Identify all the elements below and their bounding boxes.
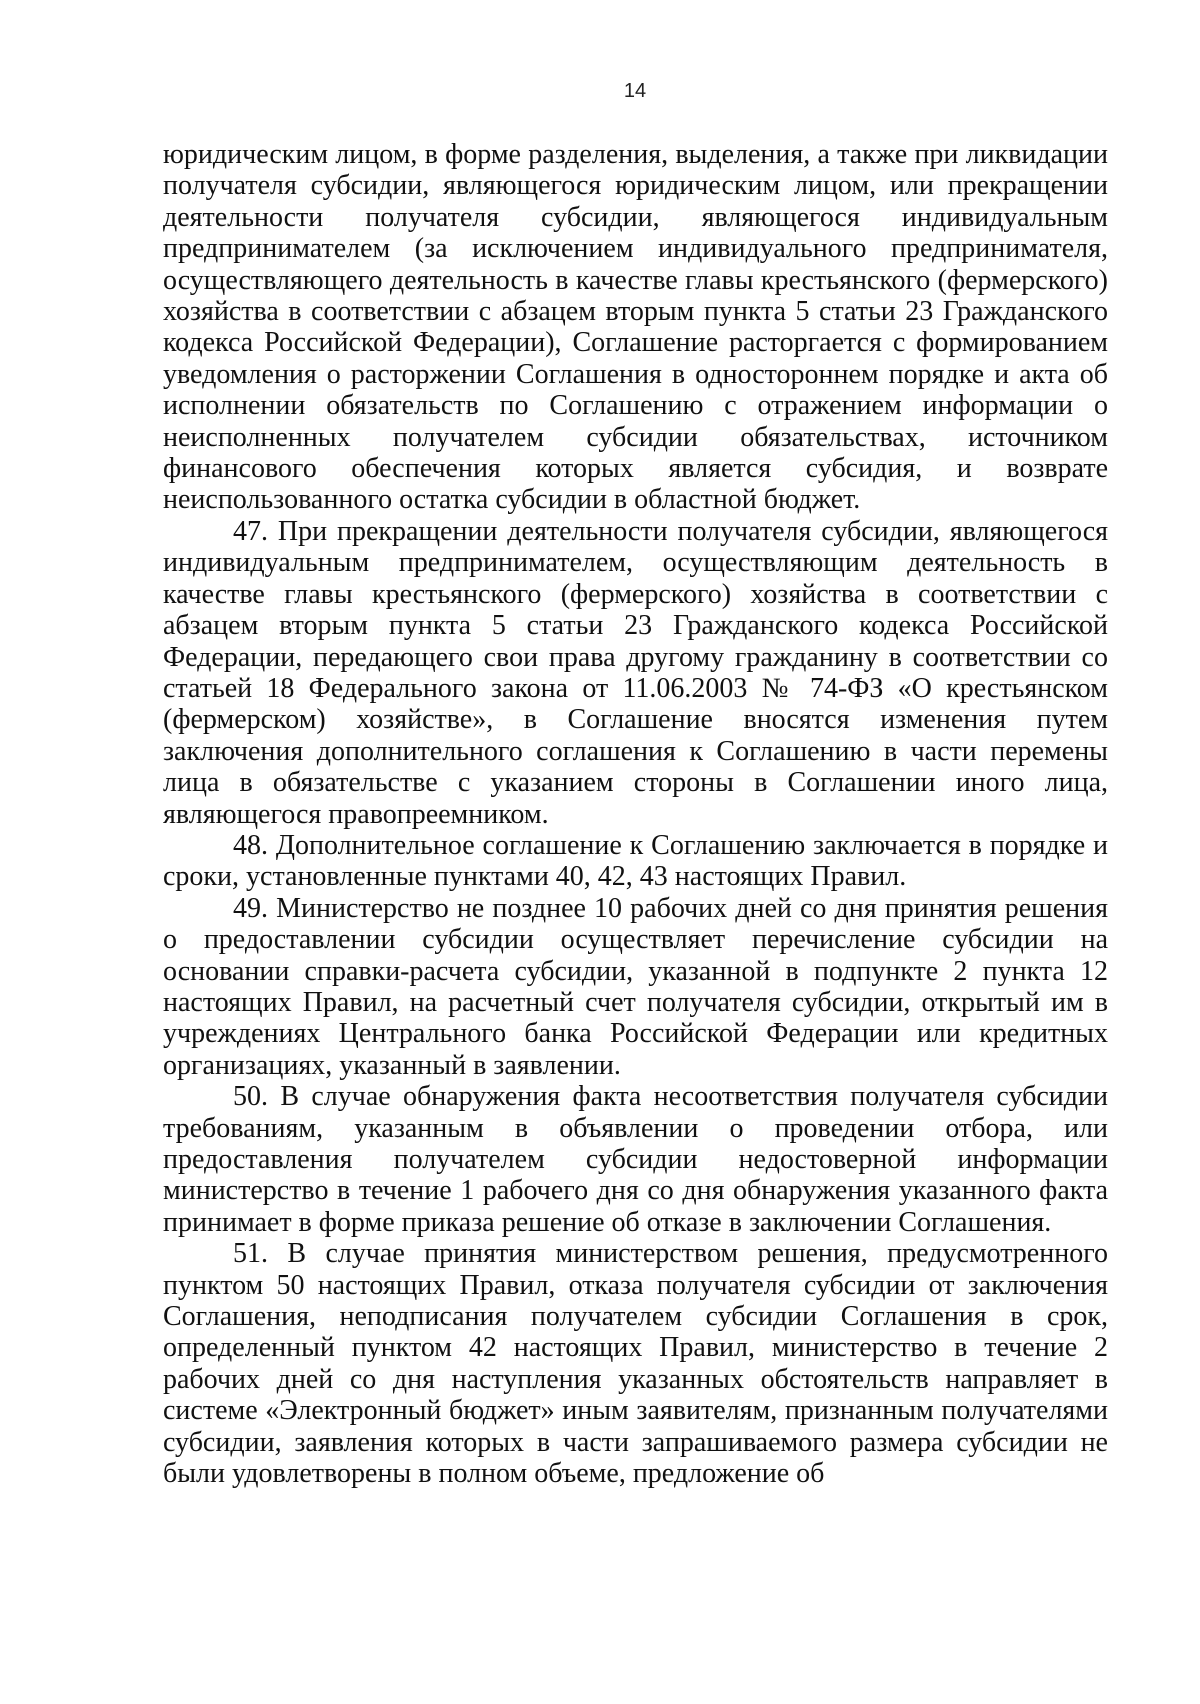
paragraph-51: 51. В случае принятия министерством решения, предусмотренного пунктом 50 настоящих Правил, отказа получателя субсидии от заключения Соглашения, неподписания получателем субсидии Соглашения в срок, определенный пунктом 42 настоящих Правил, министерство в течение 2 рабочих дней со дня наступления указанных обстоятельств направляет в системе «Электронный бюджет» иным заявителям, признанным получателями субсидии, заявления которых в части запрашиваемого размера субсидии не были удовлетворены в полном объеме, предложение об bbox=[163, 1238, 1108, 1490]
paragraph-47: 47. При прекращении деятельности получателя субсидии, являющегося индивидуальным предпринимателем, осуществляющим деятельность в качестве главы крестьянского (фермерского) хозяйства в соответствии с абзацем вторым пункта 5 статьи 23 Гражданского кодекса Российской Федерации, передающего свои права другому гражданину в соответствии со статьей 18 Федерального закона от 11.06.2003 № 74-ФЗ «О крестьянском (фермерском) хозяйстве», в Соглашение вносятся изменения путем заключения дополнительного соглашения к Соглашению в части перемены лица в обязательстве с указанием стороны в Соглашении иного лица, являющегося правопреемником. bbox=[163, 515, 1108, 830]
paragraph-49: 49. Министерство не позднее 10 рабочих дней со дня принятия решения о предоставлении субсидии осуществляет перечисление субсидии на основании справки-расчета субсидии, указанной в подпункте 2 пункта 12 настоящих Правил, на расчетный счет получателя субсидии, открытый им в учреждениях Центрального банка Российской Федерации или кредитных организациях, указанный в заявлении. bbox=[163, 892, 1108, 1081]
document-body bbox=[163, 139, 1108, 1489]
paragraph-continuation: юридическим лицом, в форме разделения, выделения, а также при ликвидации получателя субсидии, являющегося юридическим лицом, или прекращении деятельности получателя субсидии, являющегося индивидуальным предпринимателем (за исключением индивидуального предпринимателя, осуществляющего деятельность в качестве главы крестьянского (фермерского) хозяйства в соответствии с абзацем вторым пункта 5 статьи 23 Гражданского кодекса Российской Федерации), Соглашение расторгается с формированием уведомления о расторжении Соглашения в одностороннем порядке и акта об исполнении обязательств по Соглашению с отражением информации о неисполненных получателем субсидии обязательствах, источником финансового обеспечения которых является субсидия, и возврате неиспользованного остатка субсидии в областной бюджет. bbox=[163, 139, 1108, 516]
paragraph-48: 48. Дополнительное соглашение к Соглашению заключается в порядке и сроки, установленные пунктами 40, 42, 43 настоящих Правил. bbox=[163, 829, 1108, 893]
page-number: 14 bbox=[623, 80, 647, 102]
paragraph-50: 50. В случае обнаружения факта несоответствия получателя субсидии требованиям, указанным в объявлении о проведении отбора, или предоставления получателем субсидии недостоверной информации министерство в течение 1 рабочего дня со дня обнаружения указанного факта принимает в форме приказа решение об отказе в заключении Соглашения. bbox=[163, 1081, 1108, 1238]
